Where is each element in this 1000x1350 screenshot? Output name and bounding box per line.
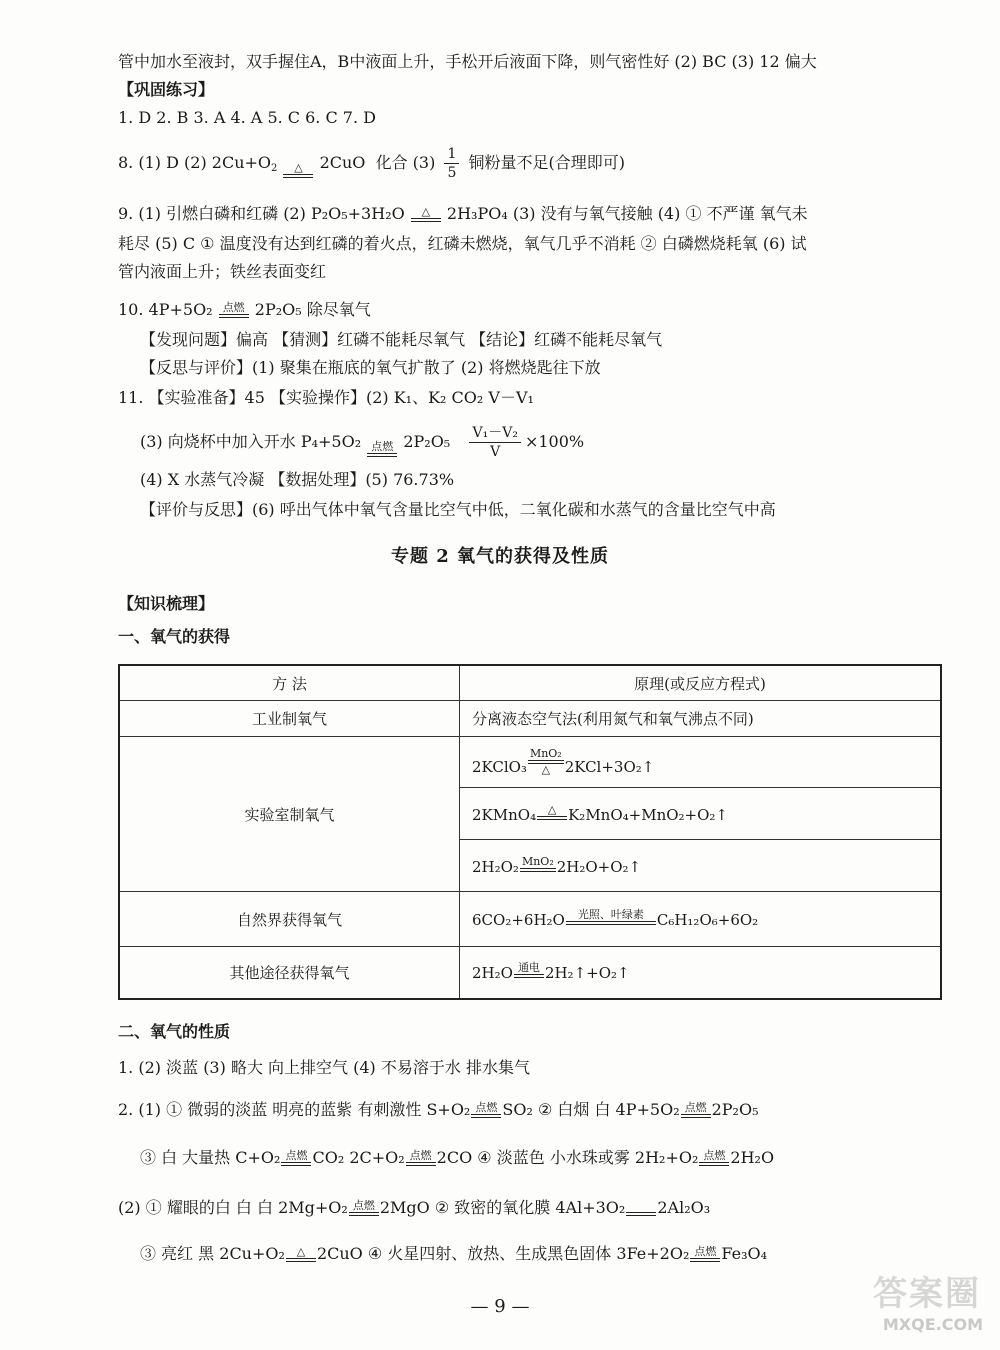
question-10: 10. 4P+5O₂ 点燃 2P₂O₅ 除尽氧气	[118, 300, 371, 319]
question-8: 8. (1) D (2) $2Cu+O_2$ △ 2CuO 化合 (3) $\frac{1}{5}$ 铜粉量不足(合理即可)	[118, 146, 625, 181]
question-9-line-2: 耗尽 (5) C ① 温度没有达到红磷的着火点，红磷未燃烧，氧气几乎不消耗 ② 白磷燃烧耗氧 (6) 试	[118, 234, 807, 253]
properties-2-line-3: (2) ① 耀眼的白 白 白 2Mg+O₂ 点燃 2MgO ② 致密的氧化膜 4Al+3O₂ 2Al₂O₃	[118, 1198, 711, 1217]
reaction-condition: △	[283, 162, 313, 182]
principle-industrial: 分离液态空气法(利用氮气和氧气沸点不同)	[460, 701, 942, 737]
method-other: 其他途径获得氧气	[119, 947, 460, 999]
question-11-line-4: 【评价与反思】(6) 呼出气体中氧气含量比空气中低，二氧化碳和水蒸气的含量比空气中高	[140, 500, 776, 519]
knowledge-heading: 【知识梳理】	[118, 594, 215, 613]
properties-2-line-2: ③ 白 大量热 C+O₂ 点燃 CO₂ 2C+O₂ 点燃 2CO ④ 淡蓝色 小水珠或雾 2H₂+O₂ 点燃 2H₂O	[140, 1148, 775, 1167]
question-10-line-2: 【发现问题】偏高 【猜测】红磷不能耗尽氧气 【结论】红磷不能耗尽氧气	[140, 330, 663, 349]
question-11-line-1: 11. 【实验准备】45 【实验操作】(2) K₁、K₂ CO₂ V－V₁	[118, 388, 534, 407]
watermark-logo: 答案圈	[873, 1274, 981, 1314]
page-number: — 9 —	[470, 1296, 530, 1317]
fraction: $\frac{\text{V₁－V₂}}{V}$	[469, 424, 520, 461]
principle-lab-3: 2H₂O₂ MnO₂ 2H₂O+O₂↑	[460, 840, 942, 892]
column-header-principle: 原理(或反应方程式)	[460, 665, 942, 701]
section-1-heading: 一、氧气的获得	[118, 627, 231, 646]
method-lab: 实验室制氧气	[119, 737, 460, 892]
properties-1: 1. (2) 淡蓝 (3) 略大 向上排空气 (4) 不易溶于水 排水集气	[118, 1058, 530, 1077]
column-header-method: 方 法	[119, 665, 460, 701]
question-11-line-3: (4) X 水蒸气冷凝 【数据处理】(5) 76.73%	[140, 470, 455, 489]
fraction: $\frac{1}{5}$	[444, 145, 459, 182]
properties-2-line-1: 2. (1) ① 微弱的淡蓝 明亮的蓝紫 有刺激性 S+O₂ 点燃 SO₂ ② 白烟 白 4P+5O₂ 点燃 2P₂O₅	[118, 1100, 759, 1119]
question-11-line-2: (3) 向烧杯中加入开水 P₄+5O₂ 点燃 2P₂O₅ $\frac{\text{V₁－V₂}}{V}$ ×100%	[140, 425, 585, 460]
principle-lab-2: 2KMnO₄ △ K₂MnO₄+MnO₂+O₂↑	[460, 788, 942, 840]
oxygen-methods-table	[118, 664, 942, 1000]
properties-2-line-4: ③ 亮红 黑 2Cu+O₂ △ 2CuO ④ 火星四射、放热、生成黑色固体 3Fe+2O₂ 点燃 Fe₃O₄	[140, 1244, 768, 1263]
method-nature: 自然界获得氧气	[119, 892, 460, 947]
watermark	[830, 1262, 995, 1342]
question-9-line-3: 管内液面上升；铁丝表面变红	[118, 262, 327, 281]
principle-nature: 6CO₂+6H₂O 光照、叶绿素 C₆H₁₂O₆+6O₂	[460, 892, 942, 947]
principle-other: 2H₂O 通电 2H₂↑+O₂↑	[460, 947, 942, 999]
answers-1-7: 1. D 2. B 3. A 4. A 5. C 6. C 7. D	[118, 108, 376, 127]
intro-line: 管中加水至液封，双手握住A，B中液面上升，手松开后液面下降，则气密性好 (2) BC (3) 12 偏大	[118, 52, 817, 71]
topic-title: 专题 2 氧气的获得及性质	[390, 546, 610, 567]
consolidation-heading: 【巩固练习】	[118, 80, 215, 99]
section-2-heading: 二、氧气的性质	[118, 1022, 231, 1041]
question-10-line-3: 【反思与评价】(1) 聚集在瓶底的氧气扩散了 (2) 将燃烧匙往下放	[140, 358, 601, 377]
question-9-line-1: 9. (1) 引燃白磷和红磷 (2) P₂O₅+3H₂O △ 2H₃PO₄ (3) 没有与氧气接触 (4) ① 不严谨 氧气未	[118, 204, 808, 223]
method-industrial: 工业制氧气	[119, 701, 460, 737]
principle-lab-1: 2KClO₃ MnO₂ △ 2KCl+3O₂↑	[460, 737, 942, 788]
watermark-text: MXQE.COM	[882, 1315, 983, 1334]
